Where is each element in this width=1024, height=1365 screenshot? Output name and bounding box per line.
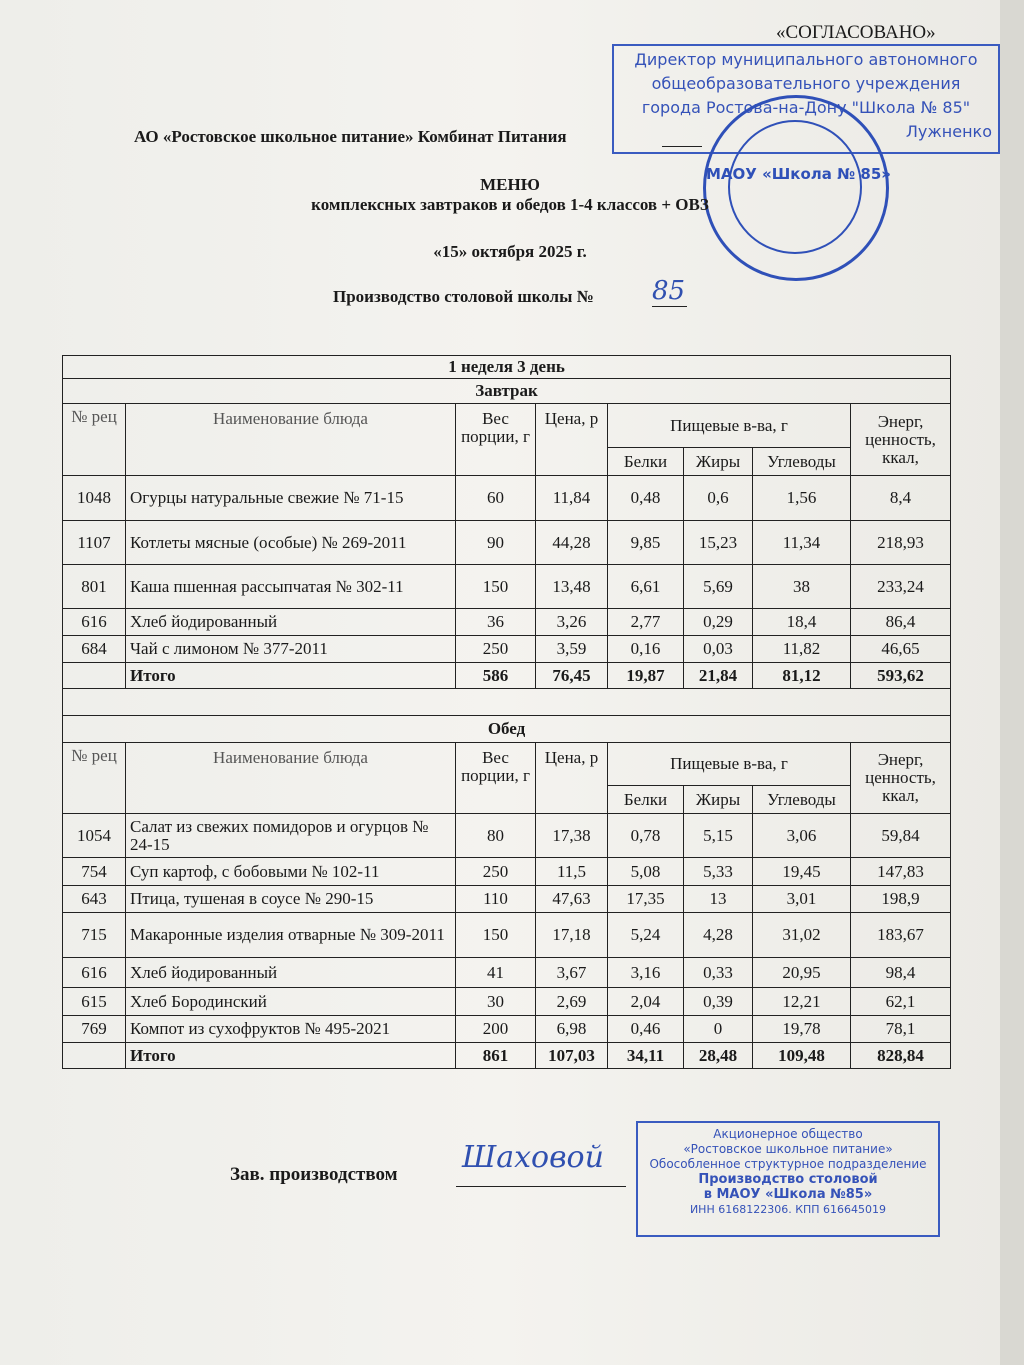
total-value: 828,84	[851, 1043, 951, 1069]
stamp-line: Директор муниципального автономного	[634, 50, 978, 69]
breakfast-rows	[63, 476, 951, 689]
col-price: Цена, р	[536, 404, 608, 476]
carbs: 11,82	[753, 636, 851, 663]
energy: 59,84	[851, 814, 951, 858]
carbs: 38	[753, 565, 851, 609]
price: 3,59	[536, 636, 608, 663]
menu-subtitle: комплексных завтраков и обедов 1-4 классов + ОВЗ	[311, 195, 709, 214]
price: 6,98	[536, 1016, 608, 1043]
empty-cell	[63, 663, 126, 689]
week-day: 1 неделя 3 день	[63, 356, 951, 379]
total-row	[63, 1043, 951, 1069]
fats: 0,39	[684, 988, 753, 1016]
table-row	[63, 814, 951, 858]
rec-number: 715	[63, 913, 126, 958]
weight: 90	[456, 521, 536, 565]
fats: 5,69	[684, 565, 753, 609]
price: 17,18	[536, 913, 608, 958]
col-num: № рец	[63, 404, 126, 476]
fats: 0,29	[684, 609, 753, 636]
stamp-line: «Ростовское школьное питание»	[683, 1142, 893, 1156]
rec-number: 616	[63, 609, 126, 636]
stamp-line: города Ростова-на-Дону "Школа № 85"	[641, 98, 971, 117]
carbs: 20,95	[753, 958, 851, 988]
energy: 78,1	[851, 1016, 951, 1043]
dish-name: Суп картоф, с бобовыми № 102-11	[126, 858, 456, 886]
empty-cell	[63, 1043, 126, 1069]
carbs: 18,4	[753, 609, 851, 636]
col-fats: Жиры	[684, 448, 753, 476]
total-value: 34,11	[608, 1043, 684, 1069]
table-row	[63, 913, 951, 958]
dish-name: Котлеты мясные (особые) № 269-2011	[126, 521, 456, 565]
energy: 46,65	[851, 636, 951, 663]
spacer-row	[63, 689, 951, 716]
weight: 150	[456, 565, 536, 609]
energy: 198,9	[851, 886, 951, 913]
price: 44,28	[536, 521, 608, 565]
weight: 110	[456, 886, 536, 913]
fats: 4,28	[684, 913, 753, 958]
price: 47,63	[536, 886, 608, 913]
total-value: 81,12	[753, 663, 851, 689]
school-number: 85	[652, 276, 686, 306]
total-row	[63, 663, 951, 689]
total-label: Итого	[126, 663, 456, 689]
weight: 250	[456, 858, 536, 886]
fats: 13	[684, 886, 753, 913]
fats: 0,33	[684, 958, 753, 988]
total-value: 586	[456, 663, 536, 689]
price: 11,5	[536, 858, 608, 886]
proteins: 0,78	[608, 814, 684, 858]
menu-date: «15» октября 2025 г.	[433, 242, 587, 261]
approval-label: «СОГЛАСОВАНО»	[776, 22, 936, 43]
rec-number: 684	[63, 636, 126, 663]
signature-line	[456, 1186, 626, 1187]
company-name: АО «Ростовское школьное питание» Комбинат Питания	[134, 127, 567, 146]
production-stamp	[636, 1121, 940, 1237]
rec-number: 1107	[63, 521, 126, 565]
proteins: 0,16	[608, 636, 684, 663]
weight: 250	[456, 636, 536, 663]
weight: 41	[456, 958, 536, 988]
energy: 98,4	[851, 958, 951, 988]
price: 3,26	[536, 609, 608, 636]
col-energy: Энерг, ценность, ккал,	[851, 404, 951, 476]
stamp-line: ИНН 6168122306. КПП 616645019	[689, 1203, 887, 1216]
price: 13,48	[536, 565, 608, 609]
energy: 86,4	[851, 609, 951, 636]
weight: 30	[456, 988, 536, 1016]
carbs: 11,34	[753, 521, 851, 565]
total-value: 861	[456, 1043, 536, 1069]
col-weight: Вес порции, г	[456, 404, 536, 476]
dish-name: Птица, тушеная в соусе № 290-15	[126, 886, 456, 913]
energy: 233,24	[851, 565, 951, 609]
rec-number: 769	[63, 1016, 126, 1043]
dish-name: Хлеб йодированный	[126, 958, 456, 988]
proteins: 6,61	[608, 565, 684, 609]
proteins: 2,77	[608, 609, 684, 636]
proteins: 9,85	[608, 521, 684, 565]
dish-name: Каша пшенная рассыпчатая № 302-11	[126, 565, 456, 609]
rec-number: 754	[63, 858, 126, 886]
breakfast-title: Завтрак	[63, 379, 951, 404]
carbs: 31,02	[753, 913, 851, 958]
table-row	[63, 521, 951, 565]
menu-table	[62, 355, 951, 1069]
dish-name: Салат из свежих помидоров и огурцов № 24-15	[126, 814, 456, 858]
rec-number: 616	[63, 958, 126, 988]
proteins: 0,48	[608, 476, 684, 521]
dish-name: Компот из сухофруктов № 495-2021	[126, 1016, 456, 1043]
table-row	[63, 565, 951, 609]
proteins: 5,24	[608, 913, 684, 958]
signature-line	[662, 146, 702, 147]
total-value: 109,48	[753, 1043, 851, 1069]
carbs: 3,01	[753, 886, 851, 913]
production-label: Производство столовой школы №	[333, 287, 594, 306]
signature: Шаховой	[462, 1140, 604, 1175]
fats: 5,15	[684, 814, 753, 858]
weight: 80	[456, 814, 536, 858]
dish-name: Макаронные изделия отварные № 309-2011	[126, 913, 456, 958]
table-row	[63, 609, 951, 636]
total-value: 19,87	[608, 663, 684, 689]
carbs: 1,56	[753, 476, 851, 521]
proteins: 5,08	[608, 858, 684, 886]
fats: 0	[684, 1016, 753, 1043]
energy: 183,67	[851, 913, 951, 958]
fats: 15,23	[684, 521, 753, 565]
dish-name: Чай с лимоном № 377-2011	[126, 636, 456, 663]
fats: 0,03	[684, 636, 753, 663]
carbs: 12,21	[753, 988, 851, 1016]
rec-number: 615	[63, 988, 126, 1016]
carbs: 19,78	[753, 1016, 851, 1043]
table-row	[63, 958, 951, 988]
carbs: 3,06	[753, 814, 851, 858]
col-proteins: Белки	[608, 448, 684, 476]
dish-name: Хлеб йодированный	[126, 609, 456, 636]
col-nutrients: Пищевые в-ва, г	[608, 404, 851, 448]
col-name: Наименование блюда	[126, 404, 456, 476]
col-carbs: Углеводы	[753, 786, 851, 814]
stamp-line: Производство столовой	[698, 1172, 878, 1187]
proteins: 17,35	[608, 886, 684, 913]
table-row	[63, 886, 951, 913]
stamp-line: Лужненко	[905, 122, 992, 141]
weight: 36	[456, 609, 536, 636]
proteins: 3,16	[608, 958, 684, 988]
stamp-line: Акционерное общество	[713, 1127, 863, 1141]
total-value: 21,84	[684, 663, 753, 689]
table-row	[63, 858, 951, 886]
weight: 150	[456, 913, 536, 958]
weight: 200	[456, 1016, 536, 1043]
col-name: Наименование блюда	[126, 743, 456, 814]
proteins: 0,46	[608, 1016, 684, 1043]
lunch-title: Обед	[63, 716, 951, 743]
price: 3,67	[536, 958, 608, 988]
total-label: Итого	[126, 1043, 456, 1069]
col-num: № рец	[63, 743, 126, 814]
price: 2,69	[536, 988, 608, 1016]
energy: 62,1	[851, 988, 951, 1016]
total-value: 76,45	[536, 663, 608, 689]
energy: 147,83	[851, 858, 951, 886]
stamp-line: Обособленное структурное подразделение	[649, 1157, 927, 1171]
col-proteins: Белки	[608, 786, 684, 814]
rec-number: 1054	[63, 814, 126, 858]
col-nutrients: Пищевые в-ва, г	[608, 743, 851, 786]
signature-label: Зав. производством	[230, 1164, 398, 1185]
col-carbs: Углеводы	[753, 448, 851, 476]
col-fats: Жиры	[684, 786, 753, 814]
table-row	[63, 476, 951, 521]
col-weight: Вес порции, г	[456, 743, 536, 814]
menu-title: МЕНЮ	[480, 175, 540, 194]
weight: 60	[456, 476, 536, 521]
fats: 0,6	[684, 476, 753, 521]
col-price: Цена, р	[536, 743, 608, 814]
stamp-line: в МАОУ «Школа №85»	[703, 1187, 873, 1202]
school-seal: МАОУ «Школа № 85»	[703, 95, 889, 281]
col-energy: Энерг, ценность, ккал,	[851, 743, 951, 814]
rec-number: 1048	[63, 476, 126, 521]
dish-name: Огурцы натуральные свежие № 71-15	[126, 476, 456, 521]
lunch-rows	[63, 814, 951, 1069]
total-value: 28,48	[684, 1043, 753, 1069]
proteins: 2,04	[608, 988, 684, 1016]
dish-name: Хлеб Бородинский	[126, 988, 456, 1016]
rec-number: 643	[63, 886, 126, 913]
energy: 8,4	[851, 476, 951, 521]
total-value: 107,03	[536, 1043, 608, 1069]
table-row	[63, 1016, 951, 1043]
price: 17,38	[536, 814, 608, 858]
rec-number: 801	[63, 565, 126, 609]
fats: 5,33	[684, 858, 753, 886]
price: 11,84	[536, 476, 608, 521]
total-value: 593,62	[851, 663, 951, 689]
carbs: 19,45	[753, 858, 851, 886]
table-row	[63, 988, 951, 1016]
energy: 218,93	[851, 521, 951, 565]
table-row	[63, 636, 951, 663]
stamp-line: общеобразовательного учреждения	[651, 74, 961, 93]
